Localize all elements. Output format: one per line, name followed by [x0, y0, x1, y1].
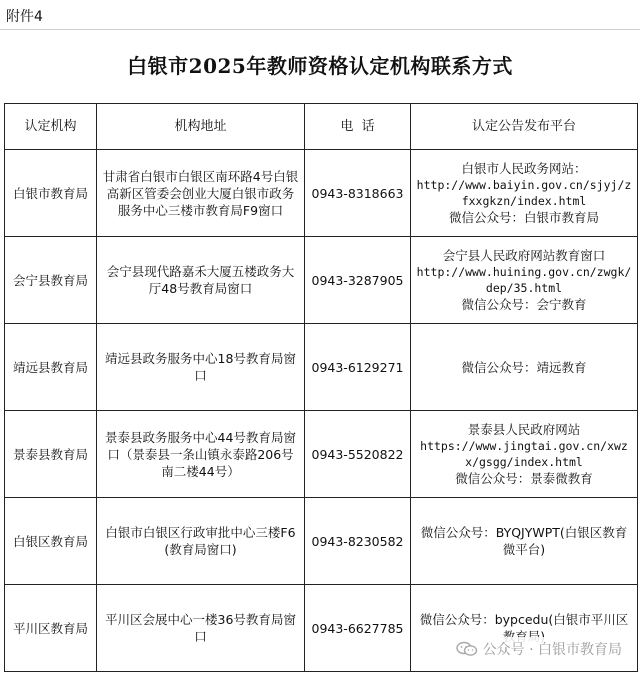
phone-cell: 0943-8318663 — [305, 150, 411, 237]
platform-wechat: 微信公众号：景泰微教育 — [455, 471, 593, 486]
org-cell: 景泰县教育局 — [5, 411, 97, 498]
table-row — [5, 498, 638, 585]
phone-cell: 0943-3287905 — [305, 237, 411, 324]
table-header-row — [5, 104, 638, 150]
table-row — [5, 324, 638, 411]
platform-cell — [411, 237, 638, 324]
org-cell: 平川区教育局 — [5, 585, 97, 672]
contact-table — [4, 103, 638, 672]
wechat-icon — [456, 641, 478, 657]
phone-cell: 0943-6627785 — [305, 585, 411, 672]
org-cell: 白银市教育局 — [5, 150, 97, 237]
phone-cell: 0943-6129271 — [305, 324, 411, 411]
platform-cell — [411, 498, 638, 585]
address-cell: 甘肃省白银市白银区南环路4号白银高新区管委会创业大厦白银市政务服务中心三楼市教育局F9窗口 — [97, 150, 305, 237]
table-row — [5, 150, 638, 237]
platform-url-link[interactable]: http://www.baiyin.gov.cn/sjyj/zfxxgkzn/index.html — [416, 178, 632, 208]
address-cell: 会宁县现代路嘉禾大厦五楼政务大厅48号教育局窗口 — [97, 237, 305, 324]
header-address: 机构地址 — [97, 104, 305, 150]
table-row — [5, 237, 638, 324]
platform-wechat: 微信公众号：靖远教育 — [461, 359, 587, 375]
org-cell: 会宁县教育局 — [5, 237, 97, 324]
attachment-header — [0, 0, 640, 30]
table-row — [5, 411, 638, 498]
platform-url-link[interactable]: https://www.jingtai.gov.cn/xwzx/gsgg/index.html — [420, 439, 628, 469]
document-title: 白银市2025年教师资格认定机构联系方式 — [127, 54, 513, 78]
platform-site-name: 会宁县人民政府网站教育窗口 — [442, 248, 606, 263]
org-cell: 靖远县教育局 — [5, 324, 97, 411]
org-cell: 白银区教育局 — [5, 498, 97, 585]
platform-wechat: 微信公众号：白银市教育局 — [448, 210, 599, 225]
platform-wechat: 微信公众号：BYQJYWPT(白银区教育微平台) — [420, 525, 628, 557]
platform-site-name: 景泰县人民政府网站 — [467, 422, 581, 437]
attachment-label: 附件4 — [6, 9, 43, 25]
watermark-text: 公众号 · 白银市教育局 — [482, 642, 622, 658]
phone-cell: 0943-8230582 — [305, 498, 411, 585]
platform-wechat: 微信公众号：会宁教育 — [461, 297, 587, 312]
platform-url-link[interactable]: http://www.huining.gov.cn/zwgk/dep/35.html — [416, 265, 632, 295]
address-cell: 靖远县政务服务中心18号教育局窗口 — [97, 324, 305, 411]
header-phone: 电 话 — [305, 104, 411, 150]
platform-cell — [411, 411, 638, 498]
platform-cell — [411, 150, 638, 237]
header-platform: 认定公告发布平台 — [411, 104, 638, 150]
watermark — [452, 637, 626, 661]
address-cell: 白银市白银区行政审批中心三楼F6(教育局窗口) — [97, 498, 305, 585]
address-cell: 景泰县政务服务中心44号教育局窗口（景泰县一条山镇永泰路206号 南二楼44号） — [97, 411, 305, 498]
platform-cell — [411, 324, 638, 411]
phone-cell: 0943-5520822 — [305, 411, 411, 498]
platform-wechat: 微信公众号：bypcedu(白银市平川区 — [419, 612, 629, 627]
platform-site-name: 白银市人民政务网站： — [461, 161, 587, 176]
address-cell: 平川区会展中心一楼36号教育局窗口 — [97, 585, 305, 672]
header-org: 认定机构 — [5, 104, 97, 150]
